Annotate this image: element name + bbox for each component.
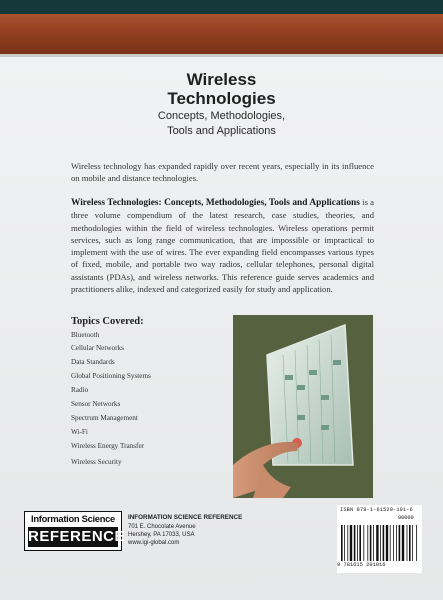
topic-item: Wi-Fi — [71, 428, 88, 436]
topic-item: Wireless Energy Transfer — [71, 442, 145, 450]
topic-item: Sensor Networks — [71, 400, 121, 408]
subtitle-line-1: Concepts, Methodologies, — [157, 110, 286, 122]
title-line-1: Wireless — [186, 70, 257, 89]
topic-item: Spectrum Management — [71, 414, 138, 422]
description-paragraph — [71, 196, 374, 295]
topic-item: Data Standards — [71, 358, 115, 366]
topic-item: Bluetooth — [71, 331, 100, 339]
top-band — [0, 0, 443, 14]
publisher-address-2: Hershey, PA 17033, USA — [128, 532, 195, 538]
description-text: is a three volume compendium of the latest research, case studies, theories, and methodologies within the field of wireless technologies. Wireless operations permit services, such as long range communication, that are impossible or impractical to implement with the use of wires. The ever expanding field encompasses various types of fixed, mobile, and portable two way radios, cellular telephones, personal digital assistants (PDAs), and wireless networks. This reference guide serves academics and practitioners alike, indexed and categorized easily for study and application. — [71, 197, 374, 295]
title-line-2: Technologies — [167, 89, 276, 108]
publisher-logo — [24, 511, 126, 551]
cover-photo — [233, 315, 373, 498]
publisher-website: www.igi-global.com — [128, 540, 180, 546]
publisher-address-1: 701 E. Chocolate Avenue — [128, 524, 196, 530]
topic-item: Radio — [71, 386, 89, 394]
isbn-text: ISBN 978-1-61520-101-6 — [340, 507, 413, 513]
price-code: 90000 — [398, 515, 414, 521]
barcode-digits: 9 781615 201016 — [337, 562, 386, 568]
topic-item: Global Positioning Systems — [71, 372, 151, 380]
subtitle-line-2: Tools and Applications — [167, 125, 276, 137]
publisher-logo-bottom: REFERENCE — [28, 528, 126, 545]
touchscreen-hand-illustration — [233, 315, 373, 498]
publisher-name: INFORMATION SCIENCE REFERENCE — [128, 514, 243, 521]
intro-paragraph: Wireless technology has expanded rapidly over recent years, especially in its influence on mobile and distance technologies. — [71, 161, 374, 184]
topic-item: Cellular Networks — [71, 344, 124, 352]
topic-item: Wireless Security — [71, 458, 122, 466]
rust-band — [0, 14, 443, 54]
description-title: Wireless Technologies: Concepts, Methodologies, Tools and Applications — [71, 198, 360, 208]
publisher-logo-top: Information Science — [31, 513, 115, 524]
topics-heading: Topics Covered: — [71, 316, 144, 327]
